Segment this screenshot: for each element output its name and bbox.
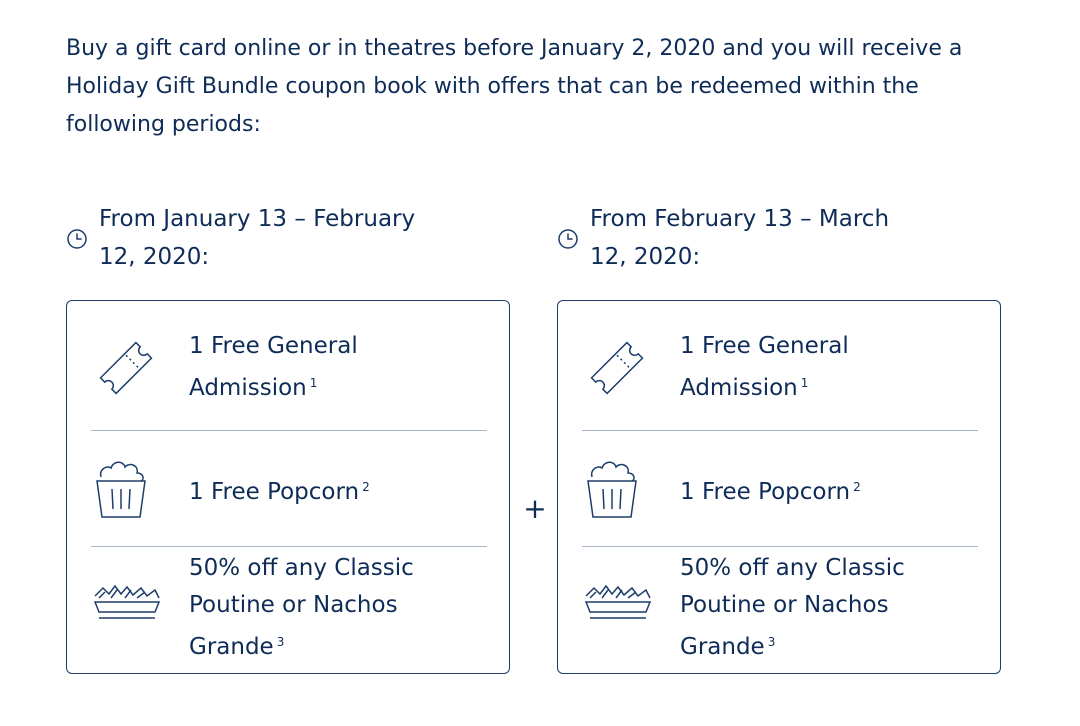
offer-row-popcorn	[582, 430, 978, 547]
intro-paragraph: Buy a gift card online or in theatres before January 2, 2020 and you will receive a Holiday Gift Bundle coupon book with offers that can be redeemed within the following periods:	[66, 36, 963, 137]
offer-row-admission	[91, 301, 487, 431]
offer-label: 1 Free Popcorn $^2$	[189, 479, 370, 505]
popcorn-icon	[582, 457, 642, 521]
footnote-marker: 2	[853, 480, 861, 494]
poutine-icon	[582, 584, 654, 630]
offer-row-poutine	[582, 546, 978, 674]
offer-label: 50% off any Classic Poutine or Nachos Grande $^3$	[680, 555, 905, 660]
footnote-marker: 3	[767, 635, 776, 649]
ticket-icon	[91, 333, 161, 403]
poutine-icon	[91, 584, 163, 630]
offer-label: 1 Free Popcorn $^2$	[680, 479, 861, 505]
period-1-heading-text: From January 13 – February 12, 2020:	[99, 206, 416, 270]
clock-icon	[557, 228, 579, 250]
offer-label: 1 Free General Admission $^1$	[680, 333, 849, 401]
offer-card-period-2	[557, 300, 1001, 674]
footnote-marker: 3	[276, 635, 285, 649]
offer-row-poutine	[91, 546, 487, 674]
offer-row-popcorn	[91, 430, 487, 547]
popcorn-icon	[91, 457, 151, 521]
offer-row-admission	[582, 301, 978, 431]
ticket-icon	[582, 333, 652, 403]
footnote-marker: 1	[309, 376, 318, 390]
footnote-marker: 1	[800, 376, 809, 390]
footnote-marker: 2	[362, 480, 370, 494]
period-2-heading-text: From February 13 – March 12, 2020:	[590, 206, 890, 270]
offer-label: 50% off any Classic Poutine or Nachos Grande $^3$	[189, 555, 414, 660]
offer-label: 1 Free General Admission $^1$	[189, 333, 358, 401]
plus-sign: +	[523, 492, 547, 525]
offer-card-period-1	[66, 300, 510, 674]
clock-icon	[66, 228, 88, 250]
